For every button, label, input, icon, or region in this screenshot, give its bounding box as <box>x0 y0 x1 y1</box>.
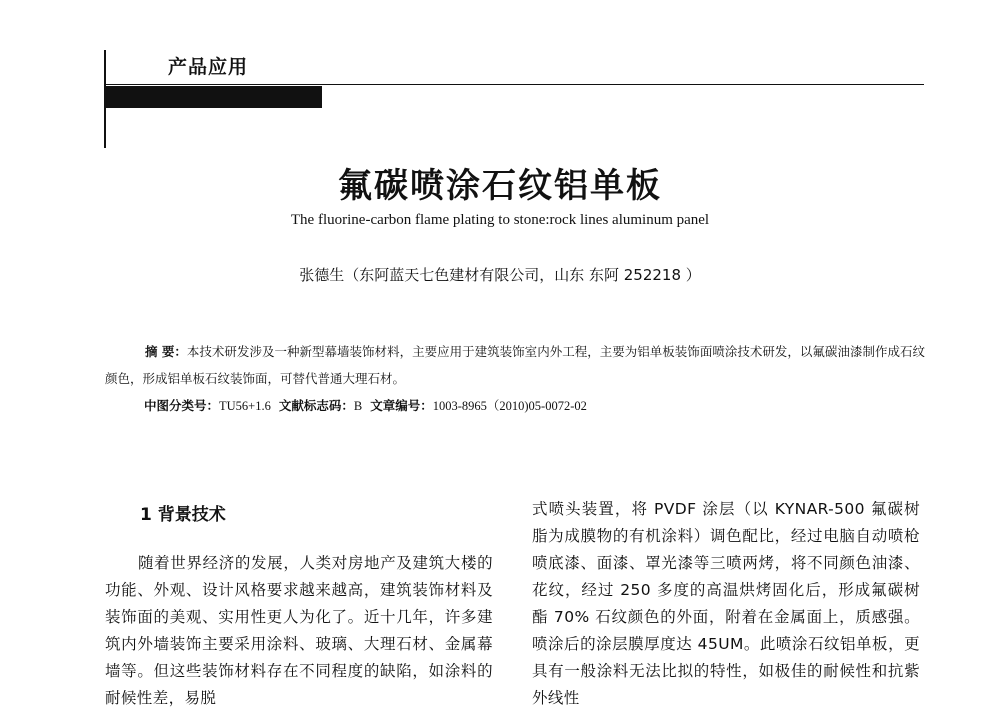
body-text-left-column: 随着世界经济的发展，人类对房地产及建筑大楼的功能、外观、设计风格要求越来越高，建筑装饰材料及装饰面的美观、实用性更人为化了。近十几年，许多建筑内外墙装饰主要采用涂料、玻璃、大理石材、金属幕墙等。但这些装饰材料存在不同程度的缺陷，如涂料的耐候性差，易脱 <box>105 554 493 707</box>
clc-value: TU56+1.6 <box>219 399 271 413</box>
body-text-right-column: 式喷头装置，将 PVDF 涂层（以 KYNAR-500 氟碳树脂为成膜物的有机涂料）调色配比，经过电脑自动喷枪喷底漆、面漆、罩光漆等三喷两烤，将不同颜色油漆、花纹，经过 250 多度的高温烘烤固化后，形成氟碳树酯 70% 石纹颜色的外面，附着在金属面上，质感强。喷涂后的涂层膜厚度达 45UM。此喷涂石纹铝单板，更具有一般涂料无法比拟的特性，如极佳的耐候性和抗紫外线性 <box>532 500 920 706</box>
article-number-label: 文章编号： <box>370 398 433 413</box>
section-label: 产品应用 <box>168 56 249 78</box>
header-black-bar <box>106 86 322 108</box>
paper-title-english: The fluorine-carbon flame plating to stone:rock lines aluminum panel <box>290 212 710 228</box>
header-horizontal-rule <box>104 84 924 85</box>
article-number-value: 1003-8965（2010)05-0072-02 <box>432 399 587 413</box>
doc-code-label: 文献标志码： <box>278 398 354 413</box>
abstract-text: 本技术研发涉及一种新型幕墙装饰材料，主要应用于建筑装饰室内外工程，主要为铝单板装饰面喷涂技术研发，以氟碳油漆制作成石纹颜色，形成铝单板石纹装饰面，可替代普通大理石材。 <box>105 344 925 386</box>
section-heading: 1 背景技术 <box>140 505 226 525</box>
paper-title: 氟碳喷涂石纹铝单板 <box>338 166 662 206</box>
clc-label: 中图分类号： <box>144 398 220 413</box>
author-affiliation: 张德生（东阿蓝天七色建材有限公司，山东 东阿 252218 ） <box>299 266 701 284</box>
doc-code-value: B <box>353 399 363 413</box>
classification-line <box>144 396 591 414</box>
abstract-label: 摘 要： <box>145 344 187 359</box>
abstract <box>105 338 925 392</box>
